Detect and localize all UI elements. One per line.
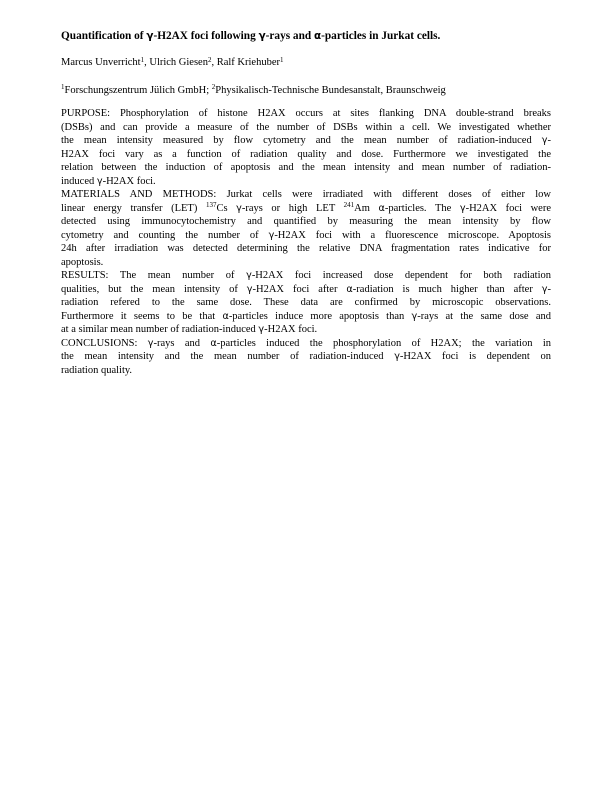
text-line: PURPOSE: Phosphorylation of histone H2AX occurs at sites flanking DNA double-strand breaks xyxy=(61,108,551,119)
text-line: RESULTS: The mean number of γ-H2AX foci increased dose dependent for both radiation xyxy=(61,270,551,281)
text-line: apoptosis. xyxy=(61,256,104,268)
text-line: relation between the induction of apoptosis and the mean intensity and mean number of radiation- xyxy=(61,162,551,173)
text-line: radiation quality. xyxy=(61,364,133,376)
text-line: H2AX foci vary as a function of radiation quality and dose. Furthermore we investigated the xyxy=(61,148,551,160)
text-line: radiation refered to the same dose. These data are confirmed by microscopic observations. xyxy=(61,297,551,308)
paragraph-conclusions xyxy=(61,337,551,378)
abstract-page xyxy=(61,29,551,377)
text-line: cytometry and counting the number of γ-H2AX foci with a fluorescence microscope. Apoptosis xyxy=(61,229,551,241)
text-line: linear energy transfer (LET) $^{137}$Cs γ-rays or high LET $^{241}$Am α-particles. The γ-H2AX foci were xyxy=(61,201,551,214)
text-line: the mean intensity measured by flow cytometry and the mean number of radiation-induced γ- xyxy=(61,135,551,146)
text-line: CONCLUSIONS: γ-rays and α-particles induced the phosphorylation of H2AX; the variation in xyxy=(61,337,551,349)
text-line: detected using immunocytochemistry and quantified by measuring the mean intensity by flow xyxy=(61,216,551,227)
text-line: 24h after irradiation was detected determining the relative DNA fragmentation rates indicative for xyxy=(61,243,551,254)
text-line: (DSBs) and can provide a measure of the number of DSBs within a cell. We investigated whether xyxy=(61,121,551,133)
paper-title: Quantification of γ-H2AX foci following γ-rays and α-particles in Jurkat cells. xyxy=(61,30,441,42)
text-line: induced γ-H2AX foci. xyxy=(61,175,156,187)
text-line: MATERIALS AND METHODS: Jurkat cells were irradiated with different doses of either low xyxy=(61,189,551,200)
paragraph-purpose xyxy=(61,107,551,188)
paragraph-results xyxy=(61,269,551,337)
text-line: at a similar mean number of radiation-induced γ-H2AX foci. xyxy=(61,324,318,335)
abstract-body xyxy=(61,107,551,377)
authors-line: Marcus Unverricht$^1$, Ulrich Giesen$^2$, Ralf Kriehuber$^1$ xyxy=(61,55,284,68)
text-line: the mean intensity and the mean number of radiation-induced γ-H2AX foci is dependent on xyxy=(61,351,551,362)
paragraph-materials-and-methods xyxy=(61,188,551,269)
affiliations-line: $^1$Forschungszentrum Jülich GmbH; $^2$Physikalisch-Technische Bundesanstalt, Braunschweig xyxy=(61,83,446,96)
text-line: Furthermore it seems to be that α-particles induce more apoptosis than γ-rays at the same dose and xyxy=(61,310,551,322)
text-line: qualities, but the mean intensity of γ-H2AX foci after α-radiation is much higher than after γ- xyxy=(61,283,551,295)
